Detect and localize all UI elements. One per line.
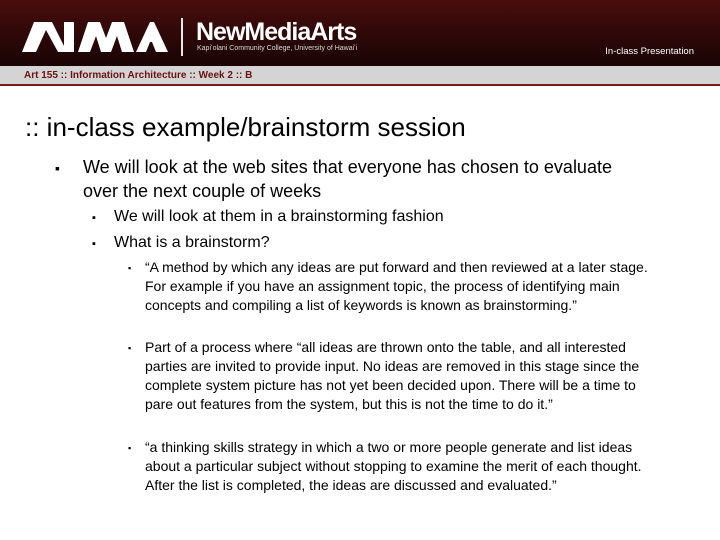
bullet-text: We will look at the web sites that everyone has chosen to evaluate over the next couple of weeks xyxy=(83,157,612,201)
bullet-level2 xyxy=(92,205,652,229)
course-bar-divider xyxy=(0,84,720,86)
presentation-label: In-class Presentation xyxy=(605,46,694,57)
bullet-square-icon: ▪ xyxy=(128,443,132,453)
brand-name: NewMediaArts xyxy=(196,18,357,46)
bullet-square-icon: ▪ xyxy=(128,343,132,353)
bullet-level3 xyxy=(128,338,658,414)
bullet-level3 xyxy=(128,258,658,315)
bullet-text: Part of a process where “all ideas are thrown onto the table, and all interested parties are invited to provide input. No ideas are removed in this stage since the complete system picture has not yet been decided upon. There will be a time to pare out features from the system, but this is not the time to do it.” xyxy=(145,339,640,412)
bullet-text: “A method by which any ideas are put forward and then reviewed at a later stage. For example if you have an assignment topic, the process of identifying main concepts and compiling a list of keywords is known as brainstorming.” xyxy=(145,259,648,313)
bullet-square-icon: ▪ xyxy=(92,212,96,224)
nma-logo xyxy=(22,20,168,52)
logo-divider xyxy=(181,18,183,56)
bullet-text: “a thinking skills strategy in which a two or more people generate and list ideas about a particular subject without stopping to examine the merit of each thought. After the list is completed, the ideas are discussed and evaluated.” xyxy=(145,439,642,493)
bullet-level1 xyxy=(55,155,615,203)
bullet-square-icon: ▪ xyxy=(128,263,132,273)
header-banner xyxy=(0,0,720,66)
bullet-text: We will look at them in a brainstorming fashion xyxy=(114,208,444,225)
bullet-level3 xyxy=(128,438,658,495)
brand-tagline: Kapiʻolani Community College, University of Hawaiʻi xyxy=(197,45,358,52)
bullet-text: What is a brainstorm? xyxy=(114,234,270,251)
course-title: Art 155 :: Information Architecture :: Week 2 :: B xyxy=(24,70,253,81)
bullet-square-icon: ▪ xyxy=(92,238,96,250)
bullet-level2 xyxy=(92,231,652,255)
slide-title: :: in-class example/brainstorm session xyxy=(25,112,466,142)
bullet-square-icon: ▪ xyxy=(55,160,60,176)
course-bar xyxy=(0,66,720,86)
